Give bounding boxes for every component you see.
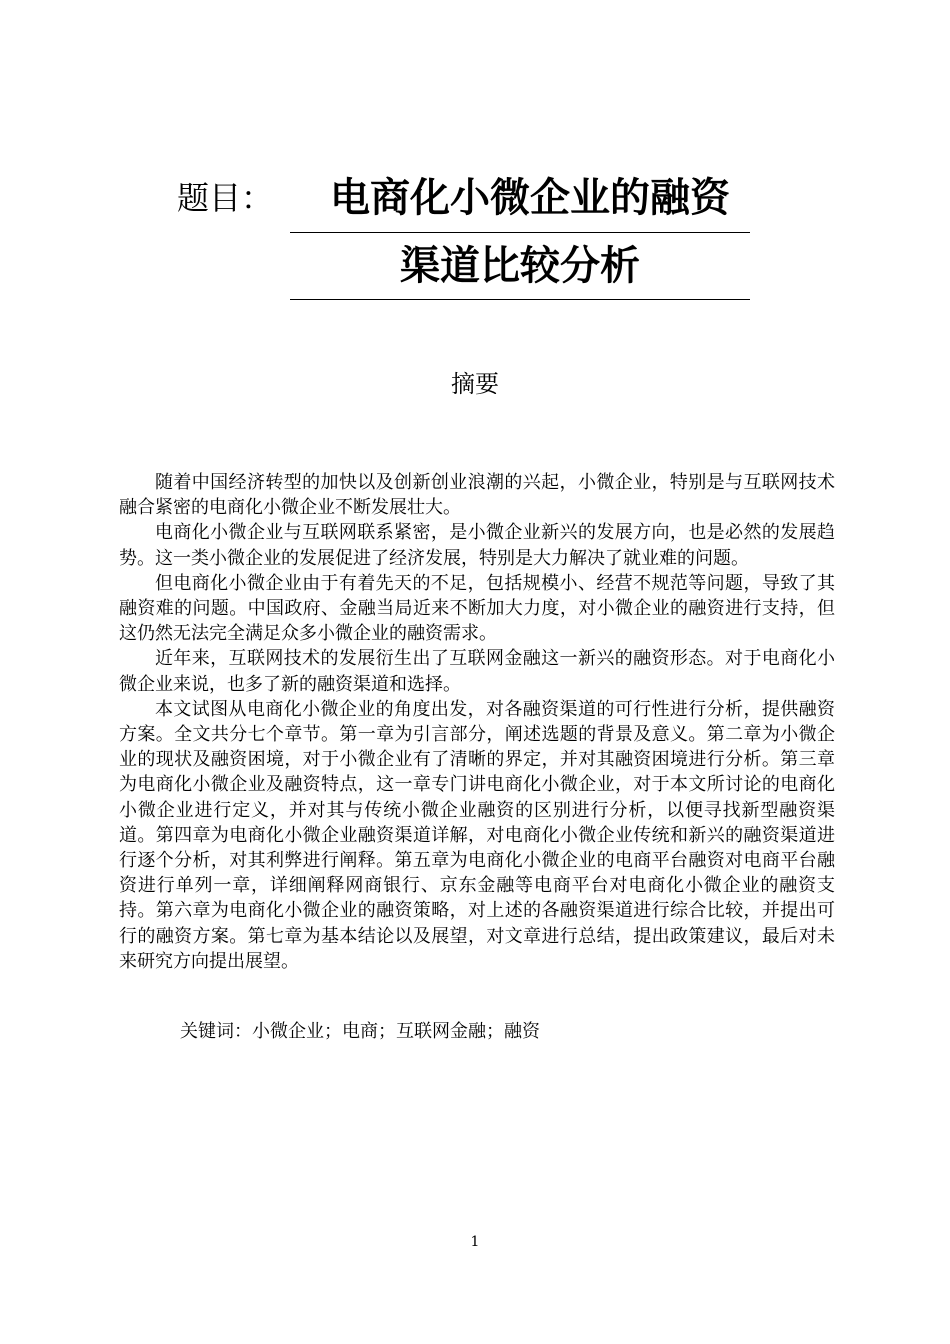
abstract-paragraph: 电商化小微企业与互联网联系紧密，是小微企业新兴的发展方向，也是必然的发展趋势。这一类小微企业的发展促进了经济发展，特别是大力解决了就业难的问题。 <box>119 522 835 569</box>
abstract-paragraph: 本文试图从电商化小微企业的角度出发，对各融资渠道的可行性进行分析，提供融资方案。全文共分七个章节。第一章为引言部分，阐述选题的背景及意义。第二章为小微企业的现状及融资困境，对于小微企业有了清晰的界定，并对其融资困境进行分析。第三章为电商化小微企业及融资特点，这一章专门讲电商化小微企业，对于本文所讨论的电商化小微企业进行定义，并对其与传统小微企业融资的区别进行分析，以便寻找新型融资渠道。第四章为电商化小微企业融资渠道详解，对电商化小微企业传统和新兴的融资渠道进行逐个分析，对其利弊进行阐释。第五章为电商化小微企业的电商平台融资对电商平台融资进行单列一章，详细阐释网商银行、京东金融等电商平台对电商化小微企业的融资支持。第六章为电商化小微企业的融资策略，对上述的各融资渠道进行综合比较，并提出可行的融资方案。第七章为基本结论以及展望，对文章进行总结，提出政策建议，最后对未来研究方向提出展望。 <box>119 698 835 972</box>
title-line-1: 电商化小微企业的融资 <box>330 175 730 221</box>
title-underline-1 <box>290 232 750 233</box>
abstract-paragraph: 近年来，互联网技术的发展衍生出了互联网金融这一新兴的融资形态。对于电商化小微企业来说，也多了新的融资渠道和选择。 <box>119 648 835 695</box>
title-label: 题目： <box>177 179 274 217</box>
title-underline-2 <box>290 299 750 300</box>
title-line-2: 渠道比较分析 <box>400 243 640 289</box>
abstract-paragraph: 随着中国经济转型的加快以及创新创业浪潮的兴起，小微企业，特别是与互联网技术融合紧密的电商化小微企业不断发展壮大。 <box>119 472 835 519</box>
abstract-heading: 摘要 <box>451 370 499 398</box>
keywords: 关键词：小微企业；电商；互联网金融；融资 <box>180 1021 540 1042</box>
abstract-body <box>119 470 835 974</box>
page-number: 1 <box>470 1234 480 1250</box>
abstract-paragraph: 但电商化小微企业由于有着先天的不足，包括规模小、经营不规范等问题，导致了其融资难的问题。中国政府、金融当局近来不断加大力度，对小微企业的融资进行支持，但这仍然无法完全满足众多小微企业的融资需求。 <box>119 572 835 645</box>
